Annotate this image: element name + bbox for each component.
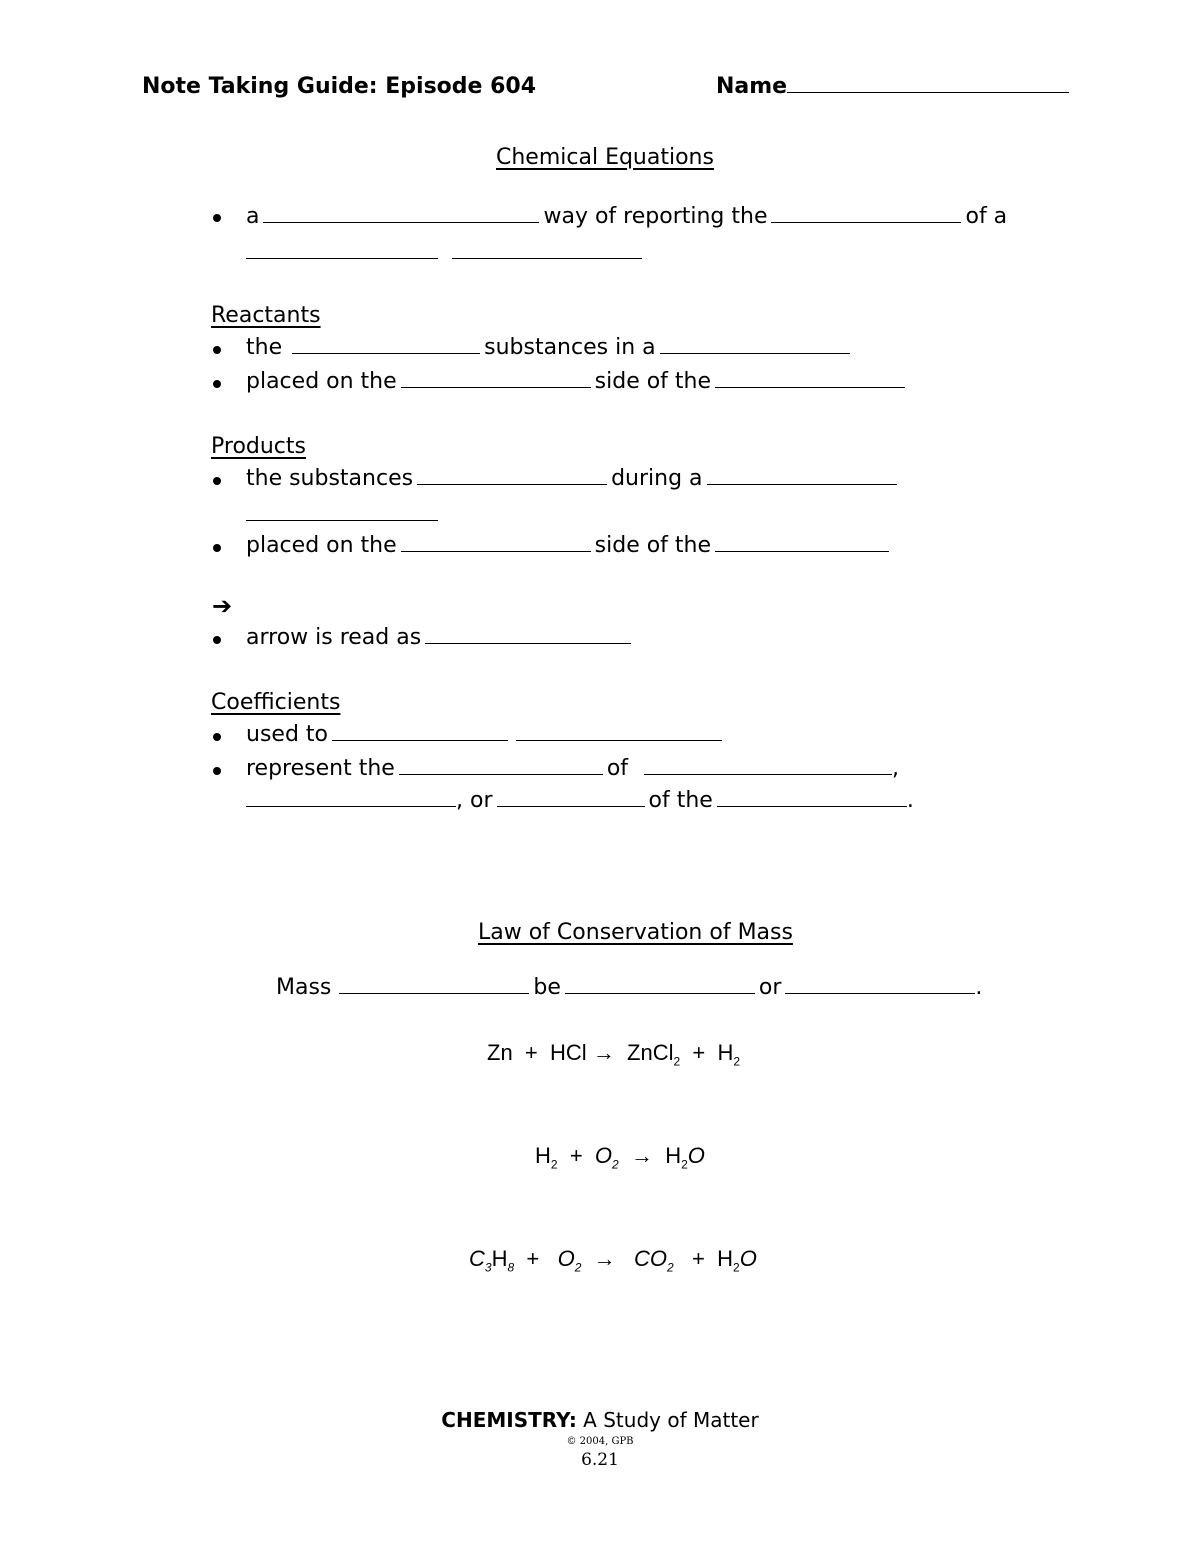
- text-of-the: of the: [648, 788, 713, 813]
- bullet-icon: [213, 544, 221, 552]
- formula-h2o: [665, 1143, 705, 1172]
- name-label: Name: [716, 74, 788, 99]
- formula-zncl2: [627, 1040, 681, 1069]
- blank[interactable]: [717, 788, 907, 807]
- blank[interactable]: [644, 756, 892, 775]
- subscript: 2: [550, 1157, 558, 1172]
- formula-c3h8: [469, 1246, 515, 1275]
- blank[interactable]: [771, 204, 961, 223]
- text-mass: Mass: [276, 975, 332, 1000]
- plus-sign: +: [524, 1040, 538, 1065]
- page-number: 6.21: [581, 1450, 619, 1470]
- coefficients-heading: Coefficients: [211, 690, 341, 715]
- subscript: 2: [681, 1157, 688, 1172]
- formula-text: O: [557, 1246, 575, 1271]
- blank[interactable]: [707, 466, 897, 485]
- bullet-icon: [213, 477, 221, 485]
- blank[interactable]: [660, 335, 850, 354]
- formula-text: H: [665, 1143, 682, 1168]
- formula-text: H: [491, 1246, 508, 1271]
- name-blank[interactable]: [787, 74, 1069, 93]
- formula-h2: [535, 1143, 558, 1172]
- blank[interactable]: [399, 756, 603, 775]
- text-period: .: [975, 975, 983, 1000]
- arrow-line1: [246, 625, 635, 650]
- footer-brand: [0, 1408, 1200, 1432]
- text-substances-in-a: substances in a: [484, 335, 656, 360]
- reactants-heading: Reactants: [211, 303, 321, 328]
- blank[interactable]: [246, 502, 438, 521]
- page-title: Note Taking Guide: Episode 604: [142, 74, 537, 99]
- reactants-line2: [246, 369, 909, 394]
- blank[interactable]: [339, 975, 529, 994]
- formula-co2: [633, 1246, 674, 1275]
- subscript: 8: [507, 1260, 515, 1275]
- text-a: a: [246, 204, 260, 229]
- formula-text: H: [535, 1143, 551, 1168]
- formula-text: O: [739, 1246, 757, 1271]
- blank[interactable]: [425, 625, 631, 644]
- plus-sign: +: [692, 1040, 706, 1065]
- products-line1: [246, 466, 901, 491]
- blank[interactable]: [401, 533, 591, 552]
- plus-sign: +: [692, 1246, 705, 1271]
- blank[interactable]: [263, 204, 539, 223]
- chem-eq-line1: [246, 204, 1007, 229]
- text-period: .: [906, 788, 914, 813]
- formula-text: C: [469, 1246, 485, 1271]
- formula-text: ZnCl: [627, 1040, 674, 1065]
- blank[interactable]: [246, 240, 438, 259]
- text-be: be: [533, 975, 561, 1000]
- formula-o2: [557, 1246, 582, 1275]
- blank[interactable]: [516, 722, 722, 741]
- formula-h2: [717, 1040, 741, 1069]
- subscript: 2: [733, 1054, 741, 1069]
- reaction-arrow: →: [593, 1246, 616, 1271]
- text-of-a: of a: [965, 204, 1008, 229]
- text-side-of-the: side of the: [594, 533, 712, 558]
- subscript: 2: [733, 1260, 740, 1275]
- bullet-icon: [213, 380, 221, 388]
- formula-hcl: HCl: [550, 1040, 587, 1065]
- formula-text: H: [717, 1246, 733, 1271]
- formula-o2: [594, 1143, 619, 1172]
- products-heading: Products: [211, 434, 306, 459]
- text-used-to: used to: [246, 722, 328, 747]
- name-field[interactable]: [716, 74, 1069, 99]
- formula-text: O: [687, 1143, 705, 1168]
- equation-3: [469, 1246, 757, 1274]
- formula-h2o: [717, 1246, 757, 1275]
- text-side-of-the: side of the: [594, 369, 712, 394]
- blank[interactable]: [565, 975, 755, 994]
- blank[interactable]: [417, 466, 607, 485]
- blank[interactable]: [292, 335, 480, 354]
- text-represent-the: represent the: [246, 756, 395, 781]
- equation-2: [535, 1143, 705, 1171]
- bullet-icon: [213, 767, 221, 775]
- reaction-arrow: →: [592, 1040, 615, 1065]
- text-comma-or: , or: [456, 788, 493, 813]
- subscript: 3: [484, 1260, 492, 1275]
- blank[interactable]: [715, 533, 889, 552]
- blank[interactable]: [246, 788, 456, 807]
- formula-text: H: [717, 1040, 734, 1065]
- law-heading: Law of Conservation of Mass: [478, 920, 793, 945]
- coefficients-line1: [246, 722, 726, 747]
- text-placed-on-the: placed on the: [246, 533, 397, 558]
- text-placed-on-the: placed on the: [246, 369, 397, 394]
- blank[interactable]: [332, 722, 508, 741]
- plus-sign: +: [569, 1143, 583, 1168]
- bullet-icon: [213, 733, 221, 741]
- plus-sign: +: [526, 1246, 540, 1271]
- blank[interactable]: [785, 975, 975, 994]
- text-of: of: [606, 756, 629, 781]
- blank[interactable]: [715, 369, 905, 388]
- subscript: 2: [666, 1260, 674, 1275]
- reactants-line1: [246, 335, 854, 360]
- text-arrow-read-as: arrow is read as: [246, 625, 422, 650]
- equation-1: [487, 1040, 740, 1068]
- blank[interactable]: [497, 788, 645, 807]
- brand-rest: A Study of Matter: [576, 1408, 759, 1432]
- law-line: [276, 975, 982, 1000]
- chemical-equations-heading: Chemical Equations: [496, 145, 714, 170]
- text-the-substances: the substances: [246, 466, 414, 491]
- brand-bold: CHEMISTRY:: [441, 1408, 577, 1432]
- bullet-icon: [213, 636, 221, 644]
- bullet-icon: [213, 346, 221, 354]
- subscript: 2: [673, 1054, 681, 1069]
- blank[interactable]: [401, 369, 591, 388]
- copyright: © 2004, GPB: [566, 1436, 634, 1447]
- coefficients-line2: [246, 756, 899, 781]
- formula-text: O: [594, 1143, 613, 1168]
- subscript: 2: [612, 1157, 619, 1172]
- reaction-arrow: →: [630, 1143, 653, 1168]
- text-comma: ,: [892, 756, 900, 781]
- chem-eq-line2: [246, 240, 646, 265]
- products-line1b: [246, 502, 438, 527]
- text-way: way of reporting the: [543, 204, 768, 229]
- formula-text: CO: [633, 1246, 667, 1271]
- arrow-icon: ➔: [212, 592, 233, 620]
- formula-zn: Zn: [487, 1040, 513, 1065]
- text-the: the: [246, 335, 283, 360]
- coefficients-line3: [246, 788, 914, 813]
- text-or: or: [758, 975, 782, 1000]
- text-during-a: during a: [611, 466, 703, 491]
- bullet-icon: [213, 214, 221, 222]
- products-line2: [246, 533, 893, 558]
- subscript: 2: [574, 1260, 582, 1275]
- blank[interactable]: [452, 240, 642, 259]
